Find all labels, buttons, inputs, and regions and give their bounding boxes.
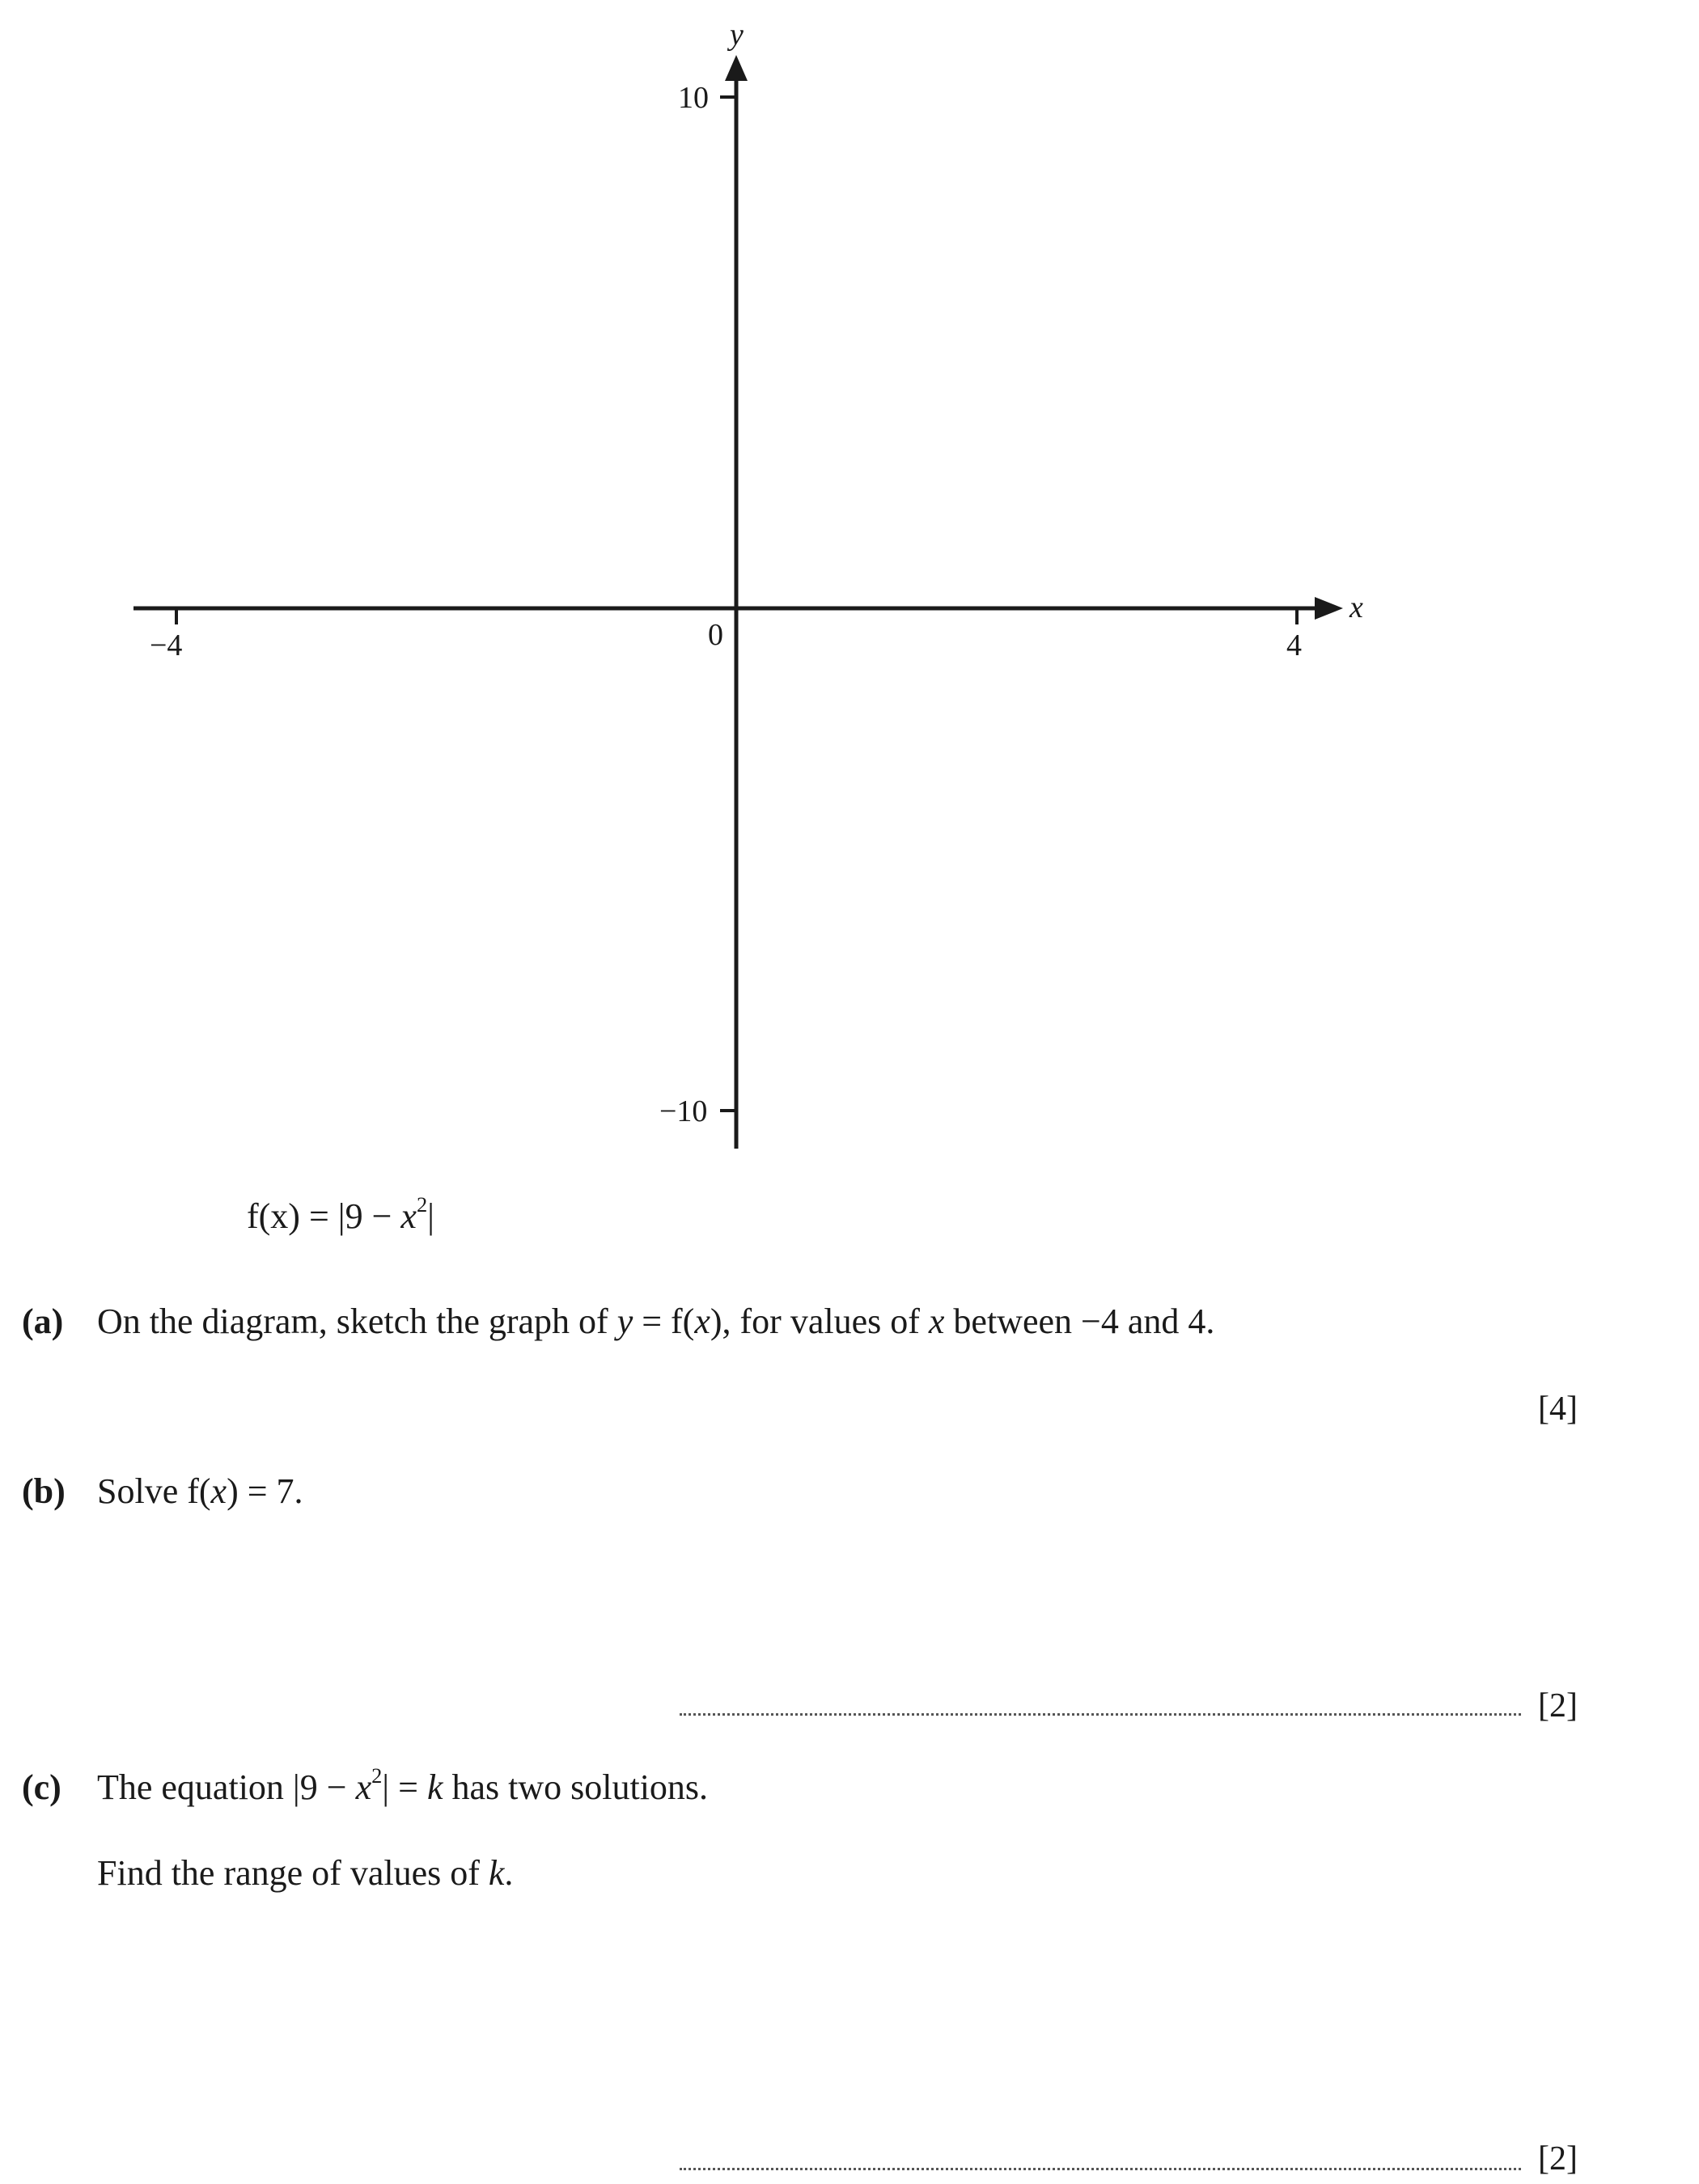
question-a-equals: = f( bbox=[633, 1302, 695, 1341]
origin-label: 0 bbox=[708, 618, 723, 652]
question-b-letter: (b) bbox=[22, 1471, 66, 1511]
question-c-k: k bbox=[426, 1767, 443, 1807]
question-c-answer-line bbox=[680, 2168, 1521, 2170]
function-const: 9 − bbox=[345, 1196, 401, 1236]
question-c-text-after: has two solutions. bbox=[443, 1767, 709, 1807]
question-b-answer-input[interactable] bbox=[680, 1666, 1524, 1716]
question-a bbox=[22, 1304, 1214, 1340]
question-c-letter: (c) bbox=[22, 1767, 61, 1807]
question-c-abs-close: | bbox=[382, 1767, 390, 1807]
function-lhs: f(x) = bbox=[247, 1196, 338, 1236]
question-c-sub-before: Find the range of values of bbox=[97, 1853, 489, 1893]
function-var: x bbox=[400, 1196, 417, 1236]
question-b-text-after: ) = 7. bbox=[227, 1471, 303, 1511]
question-a-x2: x bbox=[928, 1302, 945, 1341]
x-axis-arrow-icon bbox=[1315, 597, 1343, 620]
function-definition bbox=[247, 1192, 434, 1237]
question-c-const: 9 − bbox=[299, 1767, 356, 1807]
y-tick-label-neg10: −10 bbox=[659, 1094, 708, 1128]
question-b-answer-line bbox=[680, 1713, 1521, 1716]
question-c-text-before: The equation bbox=[97, 1767, 293, 1807]
question-c bbox=[22, 1763, 709, 1807]
question-c-var: x bbox=[355, 1767, 372, 1807]
x-tick-label-neg4: −4 bbox=[150, 629, 183, 662]
abs-bar-open: | bbox=[337, 1196, 345, 1236]
question-a-y: y bbox=[616, 1302, 633, 1341]
question-a-text-after: ), for values of bbox=[710, 1302, 929, 1341]
question-a-letter: (a) bbox=[22, 1302, 64, 1341]
question-a-text-before: On the diagram, sketch the graph of bbox=[97, 1302, 617, 1341]
question-a-x: x bbox=[694, 1302, 710, 1341]
question-c-answer-input[interactable] bbox=[680, 2119, 1524, 2169]
question-c-exponent: 2 bbox=[371, 1763, 383, 1788]
question-b-marks: [2] bbox=[1538, 1687, 1578, 1725]
y-axis-label: y bbox=[730, 18, 744, 52]
question-c-abs-open: | bbox=[292, 1767, 300, 1807]
function-exponent: 2 bbox=[416, 1192, 428, 1217]
x-tick-label-pos4: 4 bbox=[1286, 629, 1302, 662]
question-c-text-mid: = bbox=[389, 1767, 427, 1807]
question-c-marks: [2] bbox=[1538, 2140, 1578, 2178]
x-axis-label: x bbox=[1349, 590, 1363, 624]
question-b-x: x bbox=[210, 1471, 227, 1511]
question-b bbox=[22, 1471, 303, 1511]
question-c-subprompt bbox=[97, 1852, 513, 1894]
question-a-text-end: between −4 and 4. bbox=[944, 1302, 1215, 1341]
question-c-sub-k: k bbox=[488, 1853, 505, 1893]
question-c-sub-after: . bbox=[504, 1853, 514, 1893]
question-b-text-before: Solve f( bbox=[97, 1471, 211, 1511]
question-a-marks: [4] bbox=[1538, 1390, 1578, 1428]
y-axis-arrow-icon bbox=[725, 55, 748, 81]
abs-bar-close: | bbox=[427, 1196, 434, 1236]
y-tick-label-10: 10 bbox=[678, 81, 709, 115]
